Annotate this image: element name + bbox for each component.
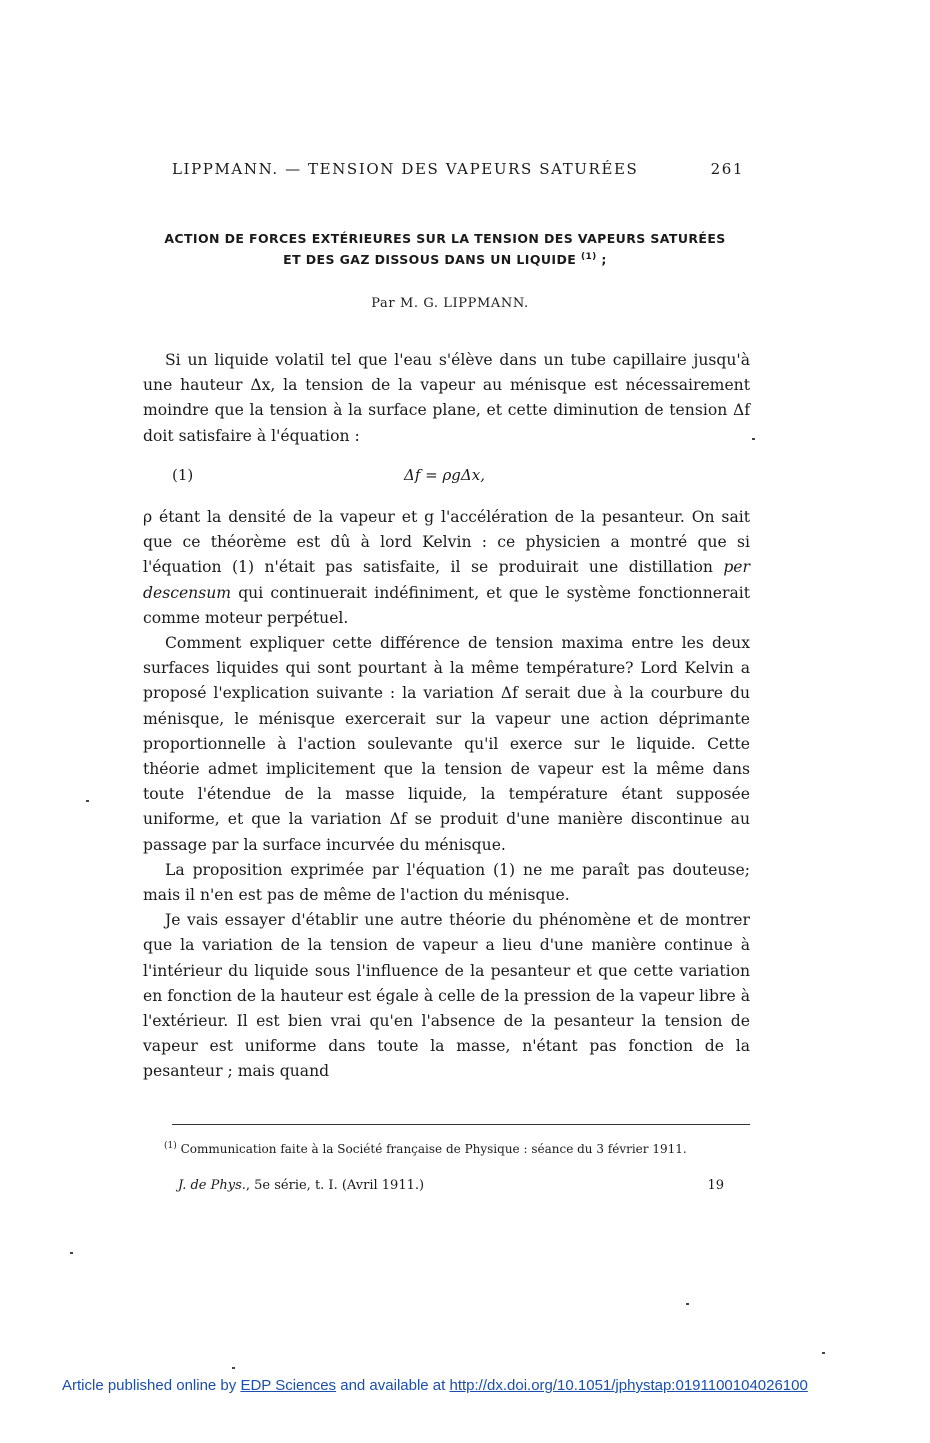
scan-speck (822, 1352, 825, 1354)
equation-1 (172, 466, 752, 486)
paragraph-5: Je vais essayer d'établir une autre théorie du phénomène et de montrer que la variation de la tension de vapeur a lieu d'une manière continue à l'intérieur du liquide sous l'influence de la pesanteur et que cette variation en fonction de la hauteur est égale à celle de la pression de la vapeur libre à l'extérieur. Il est bien vrai qu'en l'absence de la pesanteur la tension de vapeur est uniforme dans toute la masse, n'étant pas fonction de la pesanteur ; mais quand (143, 911, 750, 1081)
scan-speck (70, 1252, 73, 1254)
author-byline: Par M. G. LIPPMANN. (371, 296, 529, 311)
paragraph-4: La proposition exprimée par l'équation (1) ne me paraît pas douteuse; mais il n'en est pas de même de l'action du ménisque. (143, 860, 750, 905)
paragraph-2-emphasis: per descensum (143, 558, 750, 602)
paragraph-3: Comment expliquer cette différence de tension maxima entre les deux surfaces liquides qui sont pourtant à la même température? Lord Kelvin a proposé l'explication suivante : la variation Δf serait due à la courbure du ménisque, le ménisque exercerait sur la vapeur une action déprimante proportionnelle à l'action soulevante qu'il exerce sur le liquide. Cette théorie admet implicitement que la tension de vapeur est la même dans toute l'étendue de la masse liquide, la température étant supposée uniforme, et que la variation Δf se produit d'une manière discontinue au passage par la surface incurvée du ménisque. (143, 634, 750, 854)
paragraph-1: Si un liquide volatil tel que l'eau s'élève dans un tube capillaire jusqu'à une hauteur Δx, la tension de la vapeur au ménisque est nécessairement moindre que la tension à la surface plane, et cette diminution de tension Δf doit satisfaire à l'équation : (143, 351, 750, 445)
publisher-middle: and available at (336, 1377, 450, 1394)
journal-name: J. de Phys. (178, 1178, 246, 1193)
running-head (172, 160, 744, 178)
title-trailing: ; (601, 252, 607, 268)
page-number: 261 (710, 160, 744, 178)
publisher-prefix: Article published online by (62, 1377, 241, 1394)
publisher-bar (62, 1377, 892, 1394)
title-line-2 (130, 248, 760, 269)
journal-line (178, 1178, 724, 1193)
scan-speck (752, 438, 755, 440)
equation-number: (1) (172, 466, 194, 484)
footnote (160, 1138, 752, 1157)
publisher-link[interactable]: EDP Sciences (240, 1377, 337, 1394)
scan-speck (232, 1367, 235, 1369)
journal-details: , 5e série, t. I. (Avril 1911.) (245, 1178, 425, 1193)
paragraph-2 (143, 505, 750, 631)
paragraph-2-before: ρ étant la densité de la vapeur et g l'accélération de la pesanteur. On sait que ce théorème est dû à lord Kelvin : ce physicien a montré que si l'équation (1) n'était pas satisfaite, il se produirait une distillation (143, 508, 750, 577)
title-line-1: ACTION DE FORCES EXTÉRIEURES SUR LA TENSION DES VAPEURS SATURÉES (164, 231, 726, 246)
journal-citation (178, 1178, 424, 1193)
title-line-2-text: ET DES GAZ DISSOUS DANS UN LIQUIDE (283, 252, 577, 268)
footnote-mark: (1) (164, 1141, 177, 1151)
scan-speck (86, 800, 89, 802)
paragraph-2-after: qui continuerait indéfiniment, et que le système fonctionnerait comme moteur perpétuel. (143, 583, 750, 627)
running-head-title: LIPPMANN. — TENSION DES VAPEURS SATURÉES (172, 160, 639, 178)
title-footnote-mark: (1) (580, 252, 597, 262)
footnote-rule (172, 1124, 750, 1125)
doi-link[interactable]: http://dx.doi.org/10.1051/jphystap:0191100104026100 (449, 1377, 808, 1394)
footnote-text: Communication faite à la Société française de Physique : séance du 3 février 1911. (176, 1142, 687, 1156)
scan-speck (686, 1303, 689, 1305)
body-block-1 (143, 348, 750, 449)
article-title (130, 230, 760, 269)
body-block-2 (143, 505, 750, 1085)
equation-formula: Δf = ρgΔx, (404, 466, 485, 484)
sheet-signature: 19 (707, 1178, 724, 1193)
